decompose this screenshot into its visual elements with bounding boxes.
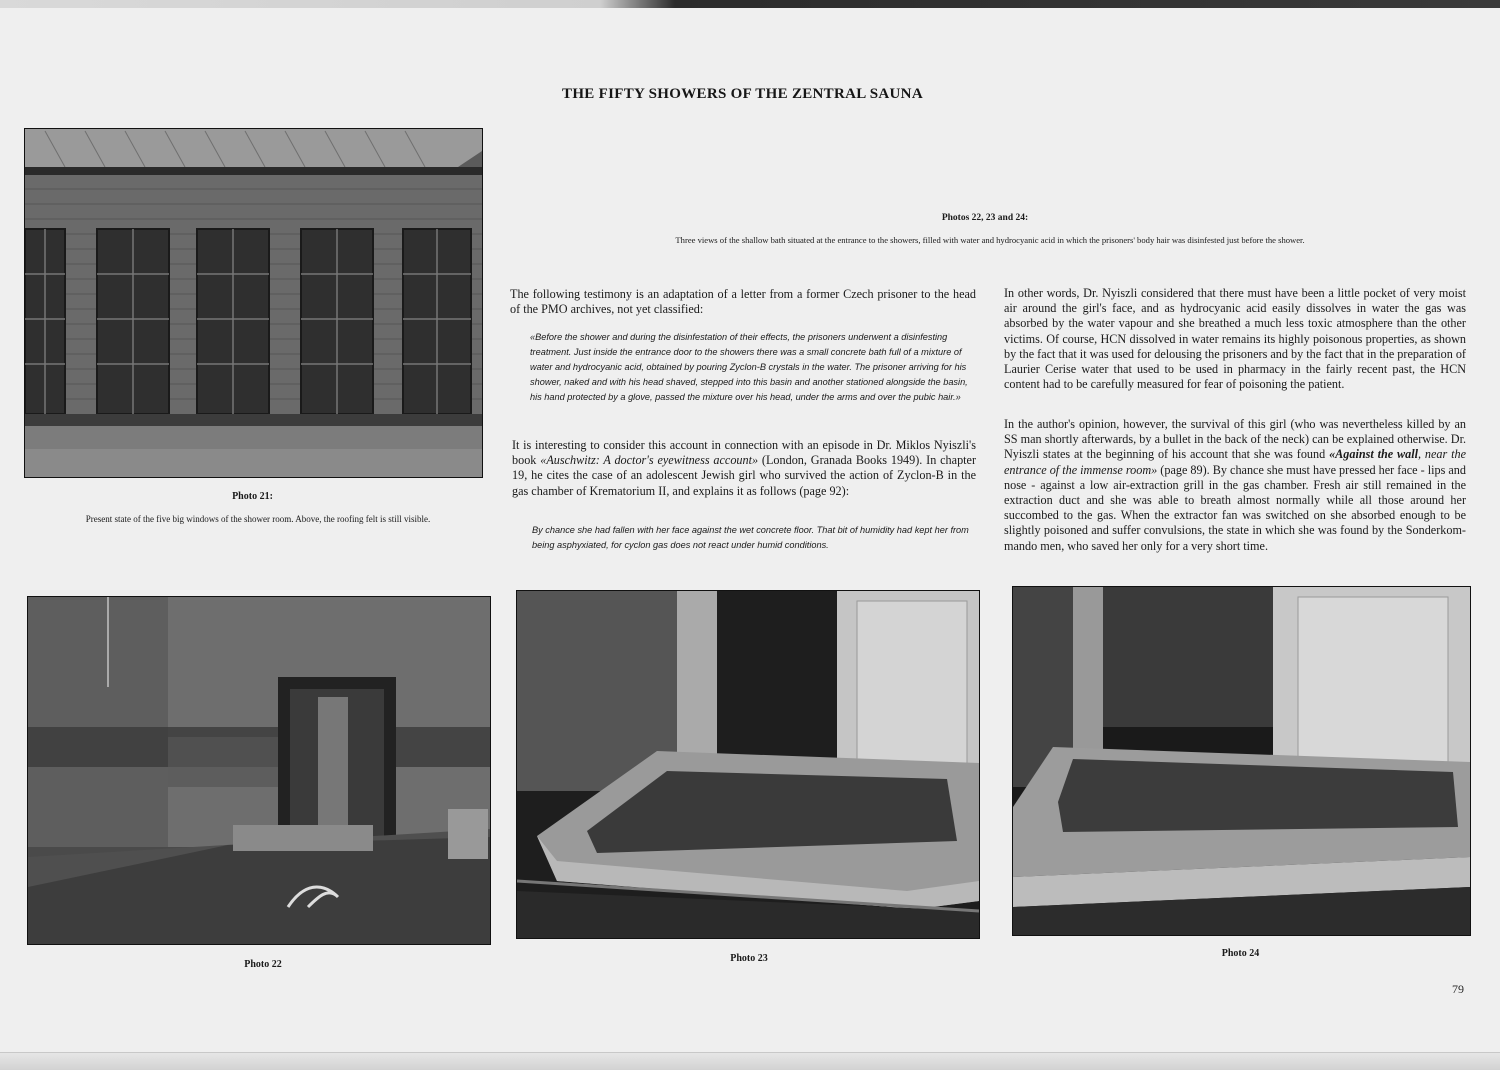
photo-23-basin [516, 590, 980, 939]
photo-22-room [27, 596, 491, 945]
author-paragraph-2 [1004, 417, 1466, 554]
quote-entrance-room: , near the entrance of the immense room» [1004, 447, 1467, 477]
page-number: 79 [1452, 982, 1464, 996]
page-title: THE FIFTY SHOWERS OF THE ZENTRAL SAUNA [562, 86, 923, 102]
photo-22-label: Photo 22 [244, 959, 282, 970]
nyiszli-book-title: «Auschwitz: A doctor's eyewitness account» [540, 453, 759, 468]
scan-bottom-edge [0, 1052, 1500, 1070]
photo-21-caption: Present state of the five big windows of the shower room. Above, the roofing felt is still visible. [85, 514, 431, 524]
scan-top-edge [0, 0, 1500, 8]
nyiszli-quote: By chance she had fallen with her face against the wet concrete floor. That bit of humidity had kept her from being asphyxiated, for cyclon gas does not react under humid conditions. [532, 525, 969, 550]
author-paragraph-2-end: (page 89). By chance she must have pressed her face - lips and nose - against a low air-extraction grill in the gas chamber. Fresh air still remained in the extraction duct and she was able to breath almost normally while all those around her succombed to the gas. When the extractor fan was switched on she absorbed enough to be slightly poisoned and suffer convulsions, the state in which she was found by the Sonderkom-mando men, who saved her only for a very short time. [1004, 462, 1466, 553]
photo-23-label: Photo 23 [730, 953, 768, 964]
nyiszli-paragraph [512, 438, 976, 499]
photo-21-label: Photo 21: [232, 491, 273, 502]
photos-group-caption: Three views of the shallow bath situated at the entrance to the showers, filled with water and hydrocyanic acid in which the prisoners' body hair was disinfested just before the shower. [675, 235, 1305, 245]
nyiszli-paragraph-end: (London, Granada Books 1949). In chapter 19, he cites the case of an adolescent Jewish girl who survived the action of Zyclon-B in the gas chamber of Krematorium II, and explains it as follows (page 92): [512, 453, 977, 498]
nyiszli-paragraph-start: It is interesting to consider this account in connection with an episode in Dr. Miklos Nyiszli's book [512, 438, 976, 468]
testimony-quote: «Before the shower and during the disinfestation of their effects, the prisoners underwent a disinfesting treatment. Just inside the entrance door to the showers there was a small concrete bath full of a mixture of water and hydrocyanic acid, obtained by pouring Zyclon-B crystals in the water. The prisoner arriving for his shower, naked and with his head shaved, stepped into this basin and another stationed alongside the basin, his hand protected by a glove, passed the mixture over his head, under the arms and over the pubic hair.» [530, 332, 968, 402]
photo-21-windows [24, 128, 483, 478]
testimony-intro: The following testimony is an adaptation of a letter from a former Czech prisoner to the head of the PMO archives, not yet classified: [510, 287, 976, 317]
photo-24-basin [1012, 586, 1471, 936]
author-paragraph-1: In other words, Dr. Nyiszli considered that there must have been a little pocket of very moist air around the girl's face, and as hydrocyanic acid easily dissolves in water the gas was absorbed by the water vapour and she breathed a much less toxic atmosphere than the other victims. Of course, HCN dissolved in water remains its highly poisonous properties, as shown by the fact that it was used for delousing the prisoners and by the fact that in the preparation of Laurier Cerise water that used to be used in pharmacy in the fairly recent past, the HCN content had to be carefully measured for fear of poisoning the patient. [1004, 286, 1466, 392]
quote-against-the-wall: «Against the wall [1329, 447, 1419, 462]
author-paragraph-2-start: In the author's opinion, however, the survival of this girl (who was nevertheless killed by an SS man shortly afterwards, by a bullet in the back of the neck) can be explained otherwise. Dr. Nyiszli states at the beginning of his account that she was found [1004, 417, 1466, 462]
photo-24-label: Photo 24 [1221, 948, 1260, 959]
photos-group-label: Photos 22, 23 and 24: [941, 213, 1029, 223]
